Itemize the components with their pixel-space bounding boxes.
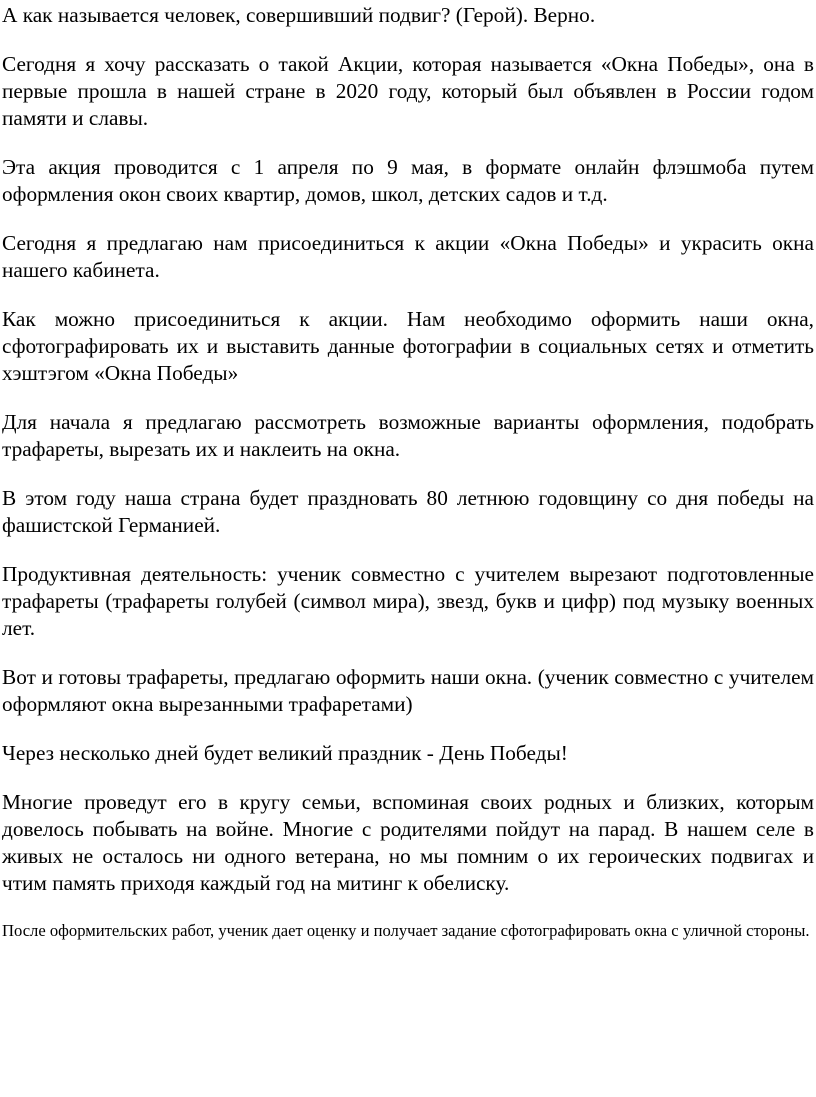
paragraph-hero-question: А как называется человек, совершивший подвиг? (Герой). Верно. [2,3,596,27]
paragraph-productive-activity: Продуктивная деятельность: ученик совместно с учителем вырезают подготовленные трафареты (трафареты голубей (символ мира), звезд, букв и цифр) под музыку военных лет. [2,562,814,640]
paragraph-join-invitation: Сегодня я предлагаю нам присоединиться к акции «Окна Победы» и украсить окна нашего кабинета. [2,231,814,282]
paragraph-choose-stencils: Для начала я предлагаю рассмотреть возможные варианты оформления, подобрать трафареты, вырезать их и наклеить на окна. [2,410,814,461]
paragraph-decorate-windows: Вот и готовы трафареты, предлагаю оформить наши окна. (ученик совместно с учителем оформляют окна вырезанными трафаретами) [2,665,814,716]
paragraph-how-to-join: Как можно присоединиться к акции. Нам необходимо оформить наши окна, сфотографировать их и выставить данные фотографии в социальных сетях и отметить хэштэгом «Окна Победы» [2,307,814,385]
paragraph-action-intro: Сегодня я хочу рассказать о такой Акции, которая называется «Окна Победы», она в первые прошла в нашей стране в 2020 году, который был объявлен в России годом памяти и славы. [2,52,814,130]
paragraph-action-dates: Эта акция проводится с 1 апреля по 9 мая, в формате онлайн флэшмоба путем оформления окон своих квартир, домов, школ, детских садов и т.д. [2,155,814,206]
paragraph-footnote: После оформительских работ, ученик дает оценку и получает задание сфотографировать окна с уличной стороны. [2,921,810,940]
paragraph-memory: Многие проведут его в кругу семьи, вспоминая своих родных и близких, которым довелось побывать на войне. Многие с родителями пойдут на парад. В нашем селе в живых не осталось ни одного ветерана, но мы помним о их героических подвигах и чтим память приходя каждый год на митинг к обелиску. [2,790,814,895]
paragraph-anniversary: В этом году наша страна будет праздновать 80 летнюю годовщину со дня победы на фашистской Германией. [2,486,814,537]
paragraph-victory-day: Через несколько дней будет великий праздник - День Победы! [2,741,568,765]
